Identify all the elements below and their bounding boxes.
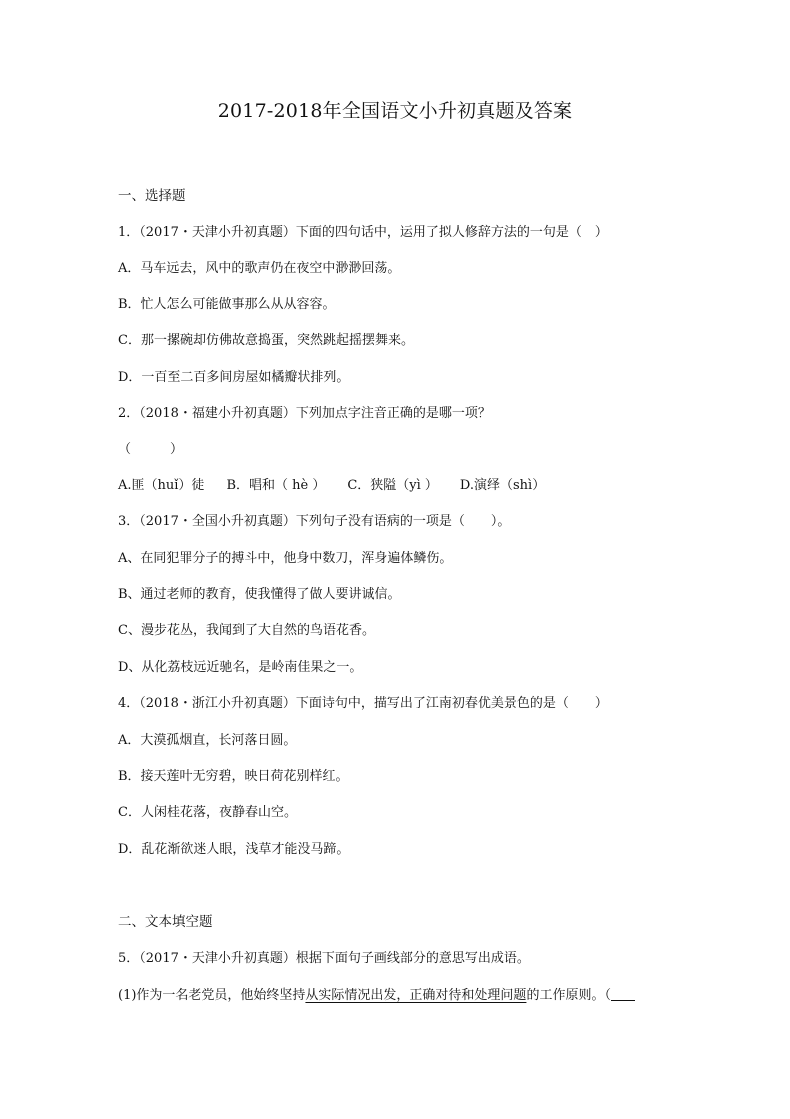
question-2-option-d: D.演绎（shì） [459,478,546,493]
question-5-stem: 5．（2017・天津小升初真题）根据下面句子画线部分的意思写出成语。 [118,951,530,966]
question-1-option-c: C．那一摞碗却仿佛故意捣蛋，突然跳起摇摆舞来。 [118,333,414,348]
question-3-option-c: C、漫步花丛，我闻到了大自然的鸟语花香。 [118,623,375,638]
answer-blank[interactable] [611,986,635,1001]
question-3-option-a: A、在同犯罪分子的搏斗中，他身中数刀，浑身遍体鳞伤。 [118,551,453,566]
question-4-option-d: D．乱花渐欲迷人眼，浅草才能没马蹄。 [118,842,350,857]
question-5-item-1-suffix: 的工作原则。（ [526,988,611,1003]
question-2-answer-paren: （ ） [118,442,184,457]
question-4-option-a: A．大漠孤烟直，长河落日圆。 [118,733,297,748]
question-1-option-b: B．忙人怎么可能做事那么从从容容。 [118,297,336,312]
page-title: 2017-2018年全国语文小升初真题及答案 [217,100,573,122]
section-heading-choice: 一、选择题 [118,188,186,204]
question-3-option-d: D、从化荔枝远近驰名，是岭南佳果之一。 [118,660,363,675]
question-1-option-d: D．一百至二百多间房屋如橘瓣状排列。 [118,370,350,385]
question-5-item-1-prefix: (1)作为一名老党员，他始终坚持 [118,988,306,1003]
question-2-option-c: C．狭隘（yì ） [347,478,438,493]
question-2-option-a: A.匪（huǐ）徒 [118,478,205,493]
question-1-option-a: A．马车远去，风中的歌声仍在夜空中渺渺回荡。 [118,261,401,276]
question-3-option-b: B、通过老师的教育，使我懂得了做人要讲诚信。 [118,587,401,602]
question-2-options [118,476,678,496]
section-heading-fill-in: 二、文本填空题 [118,914,213,930]
question-3-stem: 3．（2017・全国小升初真题）下列句子没有语病的一项是（ ）。 [118,514,511,529]
question-4-option-c: C．人闲桂花落，夜静春山空。 [118,805,297,820]
question-5-item-1-underlined-phrase: 从实际情况出发，正确对待和处理问题 [305,988,527,1003]
question-4-stem: 4．（2018・浙江小升初真题）下面诗句中，描写出了江南初春优美景色的是（ ） [118,696,608,711]
question-4-option-b: B．接天莲叶无穷碧，映日荷花别样红。 [118,769,349,784]
question-2-option-b: B．唱和（ hè ） [226,478,326,493]
question-2-stem: 2．（2018・福建小升初真题）下列加点字注音正确的是哪一项？ [118,406,491,421]
question-1-stem: 1．（2017・天津小升初真题）下面的四句话中，运用了拟人修辞方法的一句是（ ） [118,225,608,240]
question-5-item-1 [118,986,678,1006]
